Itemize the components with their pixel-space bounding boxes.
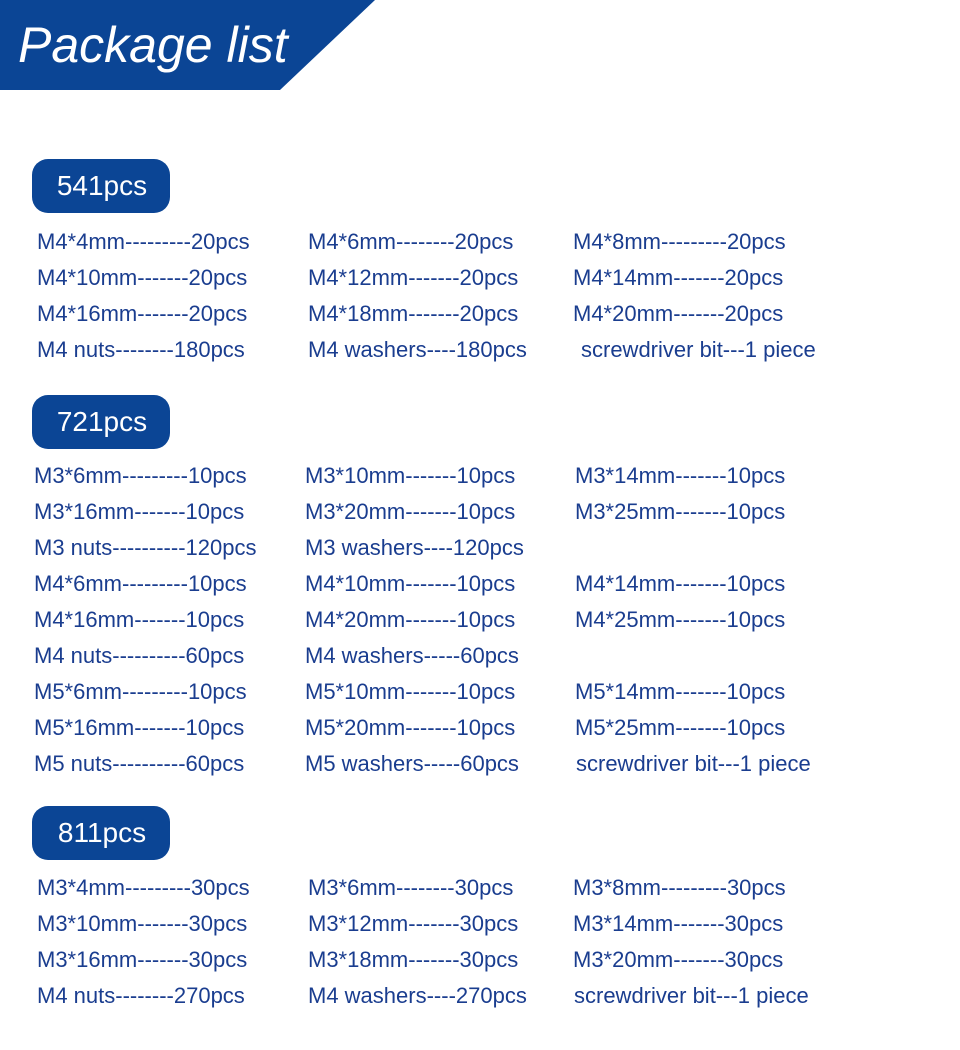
list-item: screwdriver bit---1 piece: [581, 337, 816, 362]
item-row: [0, 535, 960, 571]
list-item: M4*25mm-------10pcs: [575, 607, 786, 632]
list-item: M4 nuts--------270pcs: [37, 983, 245, 1008]
list-item: M3*10mm-------30pcs: [37, 911, 248, 936]
item-row: [0, 571, 960, 607]
list-item: M3*25mm-------10pcs: [575, 499, 786, 524]
item-row: [0, 875, 960, 911]
list-item: M5 nuts----------60pcs: [34, 751, 245, 776]
item-row: [0, 337, 960, 373]
list-item: M4*12mm-------20pcs: [308, 265, 519, 290]
list-item: M5*16mm-------10pcs: [34, 715, 245, 740]
list-item: M5 washers-----60pcs: [305, 751, 519, 776]
list-item: M4*16mm-------10pcs: [34, 607, 245, 632]
list-item: M4 washers----270pcs: [308, 983, 527, 1008]
list-item: M3*16mm-------30pcs: [37, 947, 248, 972]
list-item: M4*18mm-------20pcs: [308, 301, 519, 326]
item-row: [0, 715, 960, 751]
list-item: M4*14mm-------10pcs: [575, 571, 786, 596]
item-row: [0, 911, 960, 947]
list-item: M5*10mm-------10pcs: [305, 679, 516, 704]
section-badge: 721pcs: [32, 395, 170, 449]
list-item: M3*20mm-------30pcs: [573, 947, 784, 972]
list-item: M4*10mm-------10pcs: [305, 571, 516, 596]
item-row: [0, 463, 960, 499]
list-item: M3*16mm-------10pcs: [34, 499, 245, 524]
list-item: M4*20mm-------10pcs: [305, 607, 516, 632]
item-row: [0, 229, 960, 265]
item-row: [0, 679, 960, 715]
item-row: [0, 983, 960, 1019]
list-item: M4*16mm-------20pcs: [37, 301, 248, 326]
list-item: M5*25mm-------10pcs: [575, 715, 786, 740]
list-item: M5*6mm---------10pcs: [34, 679, 247, 704]
page-title: Package list: [18, 17, 288, 73]
item-row: [0, 643, 960, 679]
item-row: [0, 607, 960, 643]
list-item: M4 nuts----------60pcs: [34, 643, 245, 668]
list-item: M3*6mm--------30pcs: [308, 875, 514, 900]
list-item: M4 nuts--------180pcs: [37, 337, 245, 362]
list-item: M3*18mm-------30pcs: [308, 947, 519, 972]
list-item: M4 washers-----60pcs: [305, 643, 519, 668]
section-badge: 811pcs: [32, 806, 170, 860]
list-item: M4*4mm---------20pcs: [37, 229, 250, 254]
list-item: screwdriver bit---1 piece: [574, 983, 809, 1008]
item-row: [0, 499, 960, 535]
list-item: M5*20mm-------10pcs: [305, 715, 516, 740]
item-row: [0, 265, 960, 301]
list-item: M4*20mm-------20pcs: [573, 301, 784, 326]
list-item: M3*20mm-------10pcs: [305, 499, 516, 524]
list-item: M4*6mm---------10pcs: [34, 571, 247, 596]
item-row: [0, 301, 960, 337]
list-item: M4*10mm-------20pcs: [37, 265, 248, 290]
list-item: M3 nuts----------120pcs: [34, 535, 257, 560]
list-item: M4*8mm---------20pcs: [573, 229, 786, 254]
list-item: M3*10mm-------10pcs: [305, 463, 516, 488]
list-item: M3 washers----120pcs: [305, 535, 524, 560]
item-row: [0, 751, 960, 787]
list-item: M3*4mm---------30pcs: [37, 875, 250, 900]
section-badge: 541pcs: [32, 159, 170, 213]
list-item: M4 washers----180pcs: [308, 337, 527, 362]
list-item: M3*8mm---------30pcs: [573, 875, 786, 900]
list-item: M5*14mm-------10pcs: [575, 679, 786, 704]
list-item: M3*12mm-------30pcs: [308, 911, 519, 936]
list-item: M3*14mm-------10pcs: [575, 463, 786, 488]
list-item: M4*14mm-------20pcs: [573, 265, 784, 290]
list-item: M3*14mm-------30pcs: [573, 911, 784, 936]
item-row: [0, 947, 960, 983]
list-item: M3*6mm---------10pcs: [34, 463, 247, 488]
list-item: screwdriver bit---1 piece: [576, 751, 811, 776]
list-item: M4*6mm--------20pcs: [308, 229, 514, 254]
